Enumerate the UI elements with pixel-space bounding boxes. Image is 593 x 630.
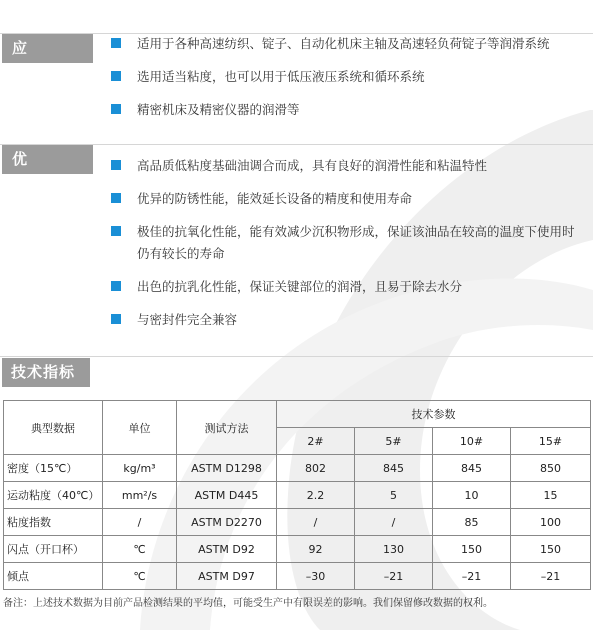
row-method: ASTM D97 (177, 563, 277, 590)
bullet-square-icon (111, 71, 121, 81)
row-value: –21 (433, 563, 511, 590)
col-header-method: 测试方法 (177, 401, 277, 455)
table-row (4, 509, 591, 536)
grade-header: 5# (355, 428, 433, 455)
specs-heading: 技术指标 (2, 358, 90, 387)
row-name: 密度（15℃） (4, 455, 103, 482)
row-name: 粘度指数 (4, 509, 103, 536)
advantages-list (111, 155, 581, 331)
row-name: 倾点 (4, 563, 103, 590)
row-method: ASTM D445 (177, 482, 277, 509)
row-value: 85 (433, 509, 511, 536)
bullet-square-icon (111, 104, 121, 114)
bullet-square-icon (111, 160, 121, 170)
row-value: 15 (511, 482, 591, 509)
row-value: 845 (355, 455, 433, 482)
row-value: 150 (511, 536, 591, 563)
row-value: 130 (355, 536, 433, 563)
row-unit: mm²/s (103, 482, 177, 509)
table-row (4, 482, 591, 509)
row-value: / (355, 509, 433, 536)
application-heading: 应 用 (2, 34, 93, 63)
row-value: 850 (511, 455, 591, 482)
row-name: 闪点（开口杯） (4, 536, 103, 563)
table-row (4, 455, 591, 482)
row-value: 802 (277, 455, 355, 482)
bullet-square-icon (111, 281, 121, 291)
bullet-square-icon (111, 226, 121, 236)
row-value: / (277, 509, 355, 536)
row-method: ASTM D1298 (177, 455, 277, 482)
row-value: 92 (277, 536, 355, 563)
list-item: 精密机床及精密仪器的润滑等 (111, 99, 581, 121)
row-method: ASTM D92 (177, 536, 277, 563)
table-row (4, 563, 591, 590)
specs-divider (0, 356, 593, 357)
row-unit: ℃ (103, 563, 177, 590)
list-item: 极佳的抗氧化性能，能有效减少沉积物形成，保证该油品在较高的温度下使用时仍有较长的寿命 (111, 221, 581, 265)
row-value: 2.2 (277, 482, 355, 509)
row-value: –21 (355, 563, 433, 590)
list-item: 与密封件完全兼容 (111, 309, 581, 331)
row-unit: ℃ (103, 536, 177, 563)
col-header-typical-data: 典型数据 (4, 401, 103, 455)
row-name: 运动粘度（40℃） (4, 482, 103, 509)
bullet-square-icon (111, 38, 121, 48)
spec-table (3, 400, 591, 590)
list-item: 选用适当粘度，也可以用于低压液压系统和循环系统 (111, 66, 581, 88)
row-unit: kg/m³ (103, 455, 177, 482)
bullet-square-icon (111, 314, 121, 324)
bullet-square-icon (111, 193, 121, 203)
grade-header: 15# (511, 428, 591, 455)
row-value: –21 (511, 563, 591, 590)
table-header-row (4, 401, 591, 428)
row-value: 10 (433, 482, 511, 509)
application-list (111, 33, 581, 121)
row-unit: / (103, 509, 177, 536)
row-value: 845 (433, 455, 511, 482)
row-method: ASTM D2270 (177, 509, 277, 536)
col-header-unit: 单位 (103, 401, 177, 455)
grade-header: 10# (433, 428, 511, 455)
col-header-params: 技术参数 (277, 401, 591, 428)
table-row (4, 536, 591, 563)
list-item: 出色的抗乳化性能，保证关键部位的润滑，且易于除去水分 (111, 276, 581, 298)
list-item: 高品质低粘度基础油调合而成，具有良好的润滑性能和粘温特性 (111, 155, 581, 177)
grade-header: 2# (277, 428, 355, 455)
row-value: –30 (277, 563, 355, 590)
list-item: 优异的防锈性能，能效延长设备的精度和使用寿命 (111, 188, 581, 210)
footnote: 备注：上述技术数据为目前产品检测结果的平均值，可能受生产中有限误差的影响。我们保留修改数据的权利。 (3, 598, 493, 609)
list-item: 适用于各种高速纺织、锭子、自动化机床主轴及高速轻负荷锭子等润滑系统 (111, 33, 581, 55)
advantages-heading: 优 势 (2, 145, 93, 174)
row-value: 5 (355, 482, 433, 509)
row-value: 100 (511, 509, 591, 536)
row-value: 150 (433, 536, 511, 563)
